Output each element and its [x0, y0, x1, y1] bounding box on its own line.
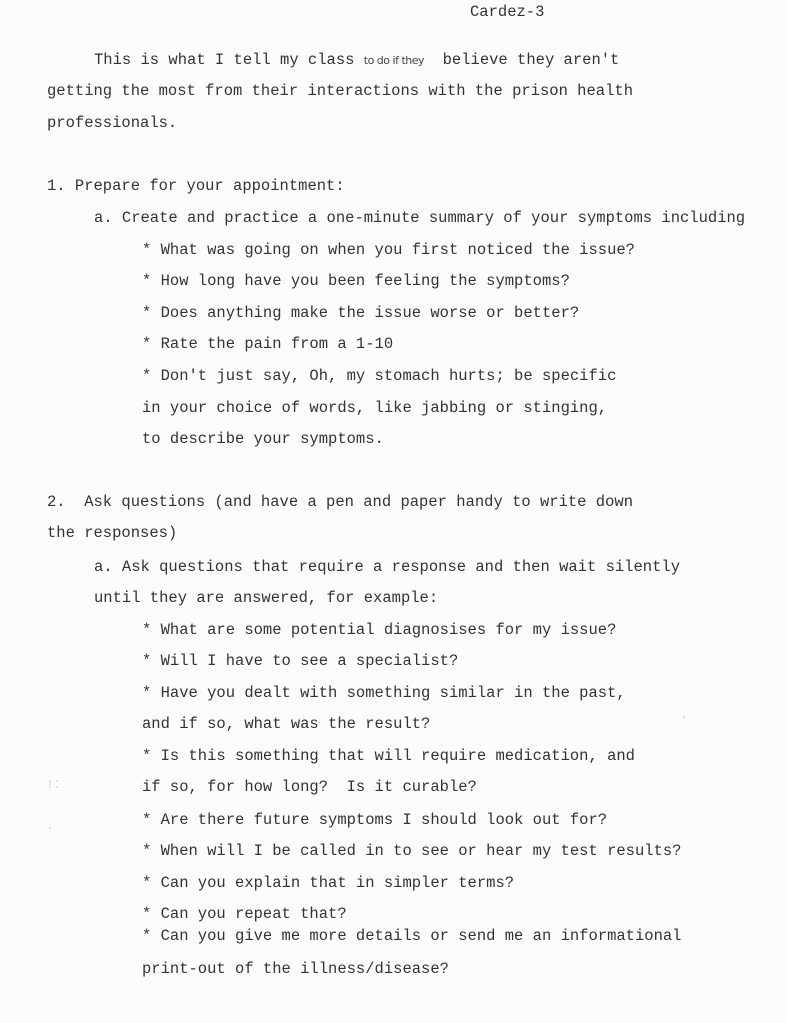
- section-2-bullet: * Can you explain that in simpler terms?: [142, 874, 515, 892]
- section-1-bullet-continuation: to describe your symptoms.: [142, 430, 384, 448]
- section-2-bullet: * What are some potential diagnosises for my issue?: [142, 621, 617, 639]
- section-1-item-a: a. Create and practice a one-minute summary of your symptoms including: [94, 209, 746, 227]
- section-1-bullet: * Rate the pain from a 1-10: [142, 335, 394, 353]
- intro-line-2: getting the most from their interactions with the prison health: [47, 82, 633, 100]
- section-2-item-a-line-1: a. Ask questions that require a response and then wait silently: [94, 558, 680, 576]
- section-2-bullet: * Is this something that will require medication, and: [142, 747, 635, 765]
- section-1-bullet: * How long have you been feeling the symptoms?: [142, 272, 570, 290]
- intro-line-1: [94, 51, 619, 70]
- scan-dot: ·: [48, 822, 52, 835]
- section-2-heading-line-1: 2. Ask questions (and have a pen and paper handy to write down: [47, 493, 633, 511]
- section-2-bullet-continuation: print-out of the illness/disease?: [142, 960, 449, 978]
- section-2-bullet: * Will I have to see a specialist?: [142, 652, 459, 670]
- section-2-bullet: * When will I be called in to see or hear my test results?: [142, 842, 682, 860]
- scan-mark: ⁝ ⁚: [48, 778, 59, 791]
- intro-text-post: believe they aren't: [442, 51, 620, 69]
- section-2-bullet: * Can you repeat that?: [142, 905, 347, 923]
- section-2-bullet-continuation: if so, for how long? Is it curable?: [142, 778, 477, 796]
- section-1-bullet: * Don't just say, Oh, my stomach hurts; be specific: [142, 367, 617, 385]
- section-2-bullet: * Are there future symptoms I should look out for?: [142, 811, 608, 829]
- section-2-item-a-line-2: until they are answered, for example:: [94, 589, 439, 607]
- scan-dot: ·: [682, 711, 686, 724]
- section-1-bullet: * Does anything make the issue worse or better?: [142, 304, 580, 322]
- section-2-bullet: * Can you give me more details or send me an informational: [142, 927, 682, 945]
- section-2-bullet: * Have you dealt with something similar in the past,: [142, 684, 626, 702]
- section-2-bullet-continuation: and if so, what was the result?: [142, 715, 431, 733]
- handwritten-insert: to do if they: [363, 54, 425, 67]
- section-2-heading-line-2: the responses): [47, 524, 178, 542]
- section-1-heading: 1. Prepare for your appointment:: [47, 177, 345, 195]
- section-1-bullet-continuation: in your choice of words, like jabbing or stinging,: [142, 399, 608, 417]
- section-1-bullet: * What was going on when you first noticed the issue?: [142, 241, 635, 259]
- intro-line-3: professionals.: [47, 114, 178, 132]
- page-label: Cardez-3: [470, 3, 545, 21]
- intro-text-pre: This is what I tell my class: [94, 51, 355, 69]
